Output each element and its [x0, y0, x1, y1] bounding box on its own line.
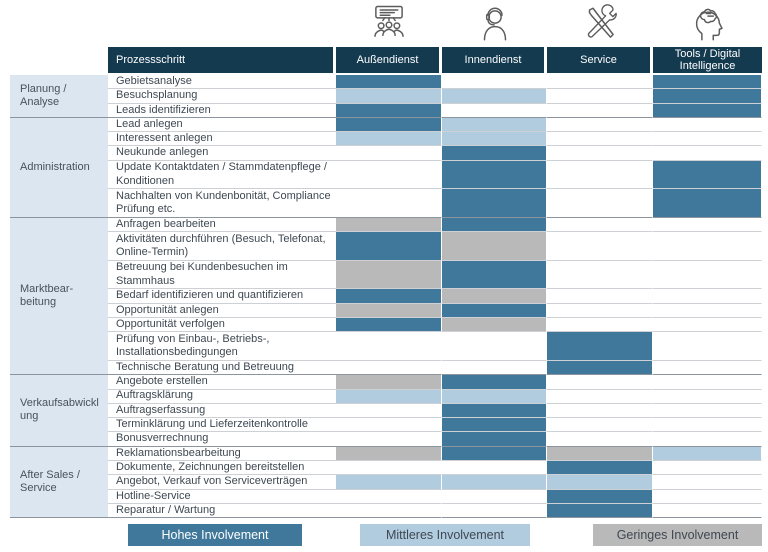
involvement-cell — [442, 432, 547, 446]
involvement-cell — [442, 161, 547, 190]
process-row-label: Bonusverrechnung — [108, 432, 336, 446]
involvement-cell — [547, 404, 653, 418]
involvement-cell — [547, 461, 653, 475]
involvement-cell — [336, 404, 442, 418]
legend-item-medium-involvement: Mittleres Involvement — [360, 524, 530, 546]
involvement-cell — [336, 361, 442, 375]
role-icon-row — [10, 0, 768, 47]
process-row-label: Angebot, Verkauf von Serviceverträgen — [108, 475, 336, 489]
process-row-label: Opportunität anlegen — [108, 304, 336, 318]
involvement-cell — [336, 146, 442, 160]
process-row-label: Leads identifizieren — [108, 104, 336, 118]
involvement-cell — [547, 132, 653, 146]
involvement-cell — [653, 361, 762, 375]
involvement-cell — [547, 218, 653, 232]
involvement-cell — [336, 132, 442, 146]
involvement-cell — [442, 232, 547, 261]
involvement-cell — [653, 218, 762, 232]
involvement-cell — [547, 232, 653, 261]
involvement-cell — [547, 375, 653, 389]
process-row-label: Hotline-Service — [108, 490, 336, 504]
role-header-aussendienst: Außendienst — [336, 47, 442, 75]
involvement-cell — [653, 418, 762, 432]
involvement-cell — [336, 104, 442, 118]
category-cell: Planung / Analyse — [10, 75, 108, 118]
involvement-cell — [653, 161, 762, 190]
involvement-cell — [336, 432, 442, 446]
involvement-cell — [442, 390, 547, 404]
crossed-tools-icon — [547, 0, 653, 47]
involvement-cell — [336, 232, 442, 261]
involvement-cell — [442, 75, 547, 89]
involvement-cell — [653, 461, 762, 475]
process-row-label: Terminklärung und Lieferzeitenkontrolle — [108, 418, 336, 432]
involvement-cell — [442, 261, 547, 290]
involvement-cell — [547, 104, 653, 118]
involvement-cell — [442, 218, 547, 232]
involvement-cell — [547, 504, 653, 518]
involvement-cell — [653, 89, 762, 103]
involvement-cell — [336, 161, 442, 190]
process-row-label: Betreuung bei Kundenbesuchen im Stammhaus — [108, 261, 336, 290]
involvement-cell — [653, 132, 762, 146]
involvement-cell — [547, 118, 653, 132]
involvement-cell — [442, 304, 547, 318]
involvement-cell — [653, 318, 762, 332]
involvement-cell — [336, 418, 442, 432]
involvement-cell — [547, 390, 653, 404]
process-column-header: Prozessschritt — [108, 47, 336, 75]
involvement-cell — [547, 75, 653, 89]
process-row-label: Bedarf identifizieren und quantifizieren — [108, 289, 336, 303]
process-row-label: Dokumente, Zeichnungen bereitstellen — [108, 461, 336, 475]
involvement-cell — [653, 332, 762, 361]
involvement-cell — [442, 447, 547, 461]
involvement-cell — [336, 390, 442, 404]
process-row-label: Anfragen bearbeiten — [108, 218, 336, 232]
involvement-cell — [547, 432, 653, 446]
process-row-label: Gebietsanalyse — [108, 75, 336, 89]
involvement-cell — [653, 475, 762, 489]
involvement-cell — [653, 289, 762, 303]
headset-agent-icon — [442, 0, 547, 47]
involvement-cell — [336, 189, 442, 218]
involvement-cell — [547, 146, 653, 160]
involvement-cell — [336, 332, 442, 361]
involvement-cell — [547, 418, 653, 432]
involvement-cell — [547, 475, 653, 489]
involvement-cell — [653, 104, 762, 118]
legend-item-low-involvement: Geringes Involvement — [593, 524, 762, 546]
involvement-cell — [547, 89, 653, 103]
process-row-label: Neukunde anlegen — [108, 146, 336, 160]
process-row-label: Update Kontaktdaten / Stammdatenpflege / Konditionen — [108, 161, 336, 190]
involvement-cell — [336, 218, 442, 232]
involvement-cell — [336, 490, 442, 504]
involvement-cell — [336, 304, 442, 318]
involvement-cell — [442, 118, 547, 132]
involvement-cell — [442, 289, 547, 303]
role-header-tools-digital: Tools / Digital Intelligence — [653, 47, 762, 75]
involvement-cell — [442, 404, 547, 418]
category-cell: Marktbear-beitung — [10, 218, 108, 375]
involvement-cell — [653, 304, 762, 318]
involvement-cell — [336, 447, 442, 461]
involvement-cell — [336, 89, 442, 103]
involvement-cell — [336, 75, 442, 89]
involvement-cell — [336, 375, 442, 389]
involvement-cell — [653, 189, 762, 218]
process-row-label: Reparatur / Wartung — [108, 504, 336, 518]
legend-item-high-involvement: Hohes Involvement — [128, 524, 302, 546]
involvement-cell — [442, 146, 547, 160]
involvement-cell — [547, 490, 653, 504]
process-row-label: Lead anlegen — [108, 118, 336, 132]
involvement-cell — [442, 375, 547, 389]
role-header-innendienst: Innendienst — [442, 47, 547, 75]
process-row-label: Technische Beratung und Betreuung — [108, 361, 336, 375]
process-row-label: Auftragsklärung — [108, 390, 336, 404]
involvement-cell — [547, 161, 653, 190]
category-cell: After Sales / Service — [10, 447, 108, 518]
involvement-cell — [442, 490, 547, 504]
involvement-cell — [653, 146, 762, 160]
involvement-cell — [653, 75, 762, 89]
involvement-cell — [653, 447, 762, 461]
process-row-label: Reklamationsbearbeitung — [108, 447, 336, 461]
involvement-cell — [653, 118, 762, 132]
involvement-cell — [547, 289, 653, 303]
category-cell: Verkaufsabwicklung — [10, 375, 108, 446]
involvement-cell — [653, 432, 762, 446]
presentation-audience-icon — [336, 0, 442, 47]
process-row-label: Interessent anlegen — [108, 132, 336, 146]
process-row-label: Prüfung von Einbau-, Betriebs-, Installationsbedingungen — [108, 332, 336, 361]
involvement-cell — [442, 418, 547, 432]
involvement-cell — [442, 89, 547, 103]
involvement-cell — [547, 189, 653, 218]
process-row-label: Nachhalten von Kundenbonität, Compliance Prüfung etc. — [108, 189, 336, 218]
involvement-cell — [442, 361, 547, 375]
role-header-service: Service — [547, 47, 653, 75]
involvement-cell — [336, 289, 442, 303]
involvement-cell — [653, 232, 762, 261]
involvement-cell — [442, 189, 547, 218]
process-row-label: Aktivitäten durchführen (Besuch, Telefonat, Online-Termin) — [108, 232, 336, 261]
involvement-cell — [547, 304, 653, 318]
involvement-cell — [653, 404, 762, 418]
involvement-cell — [442, 104, 547, 118]
involvement-cell — [336, 118, 442, 132]
involvement-cell — [442, 332, 547, 361]
involvement-cell — [442, 504, 547, 518]
involvement-cell — [653, 504, 762, 518]
involvement-cell — [653, 375, 762, 389]
involvement-cell — [442, 461, 547, 475]
involvement-cell — [547, 361, 653, 375]
involvement-cell — [336, 504, 442, 518]
involvement-cell — [547, 318, 653, 332]
process-row-label: Opportunität verfolgen — [108, 318, 336, 332]
involvement-cell — [547, 261, 653, 290]
process-row-label: Angebote erstellen — [108, 375, 336, 389]
involvement-cell — [336, 261, 442, 290]
matrix-table — [10, 47, 768, 518]
category-cell: Administration — [10, 118, 108, 218]
involvement-cell — [547, 447, 653, 461]
involvement-cell — [653, 490, 762, 504]
involvement-cell — [336, 318, 442, 332]
involvement-cell — [442, 132, 547, 146]
process-row-label: Auftragserfassung — [108, 404, 336, 418]
involvement-cell — [336, 475, 442, 489]
involvement-cell — [653, 261, 762, 290]
involvement-cell — [442, 318, 547, 332]
involvement-cell — [336, 461, 442, 475]
brain-head-icon — [653, 0, 762, 47]
involvement-cell — [442, 475, 547, 489]
involvement-cell — [547, 332, 653, 361]
involvement-cell — [653, 390, 762, 404]
process-row-label: Besuchsplanung — [108, 89, 336, 103]
